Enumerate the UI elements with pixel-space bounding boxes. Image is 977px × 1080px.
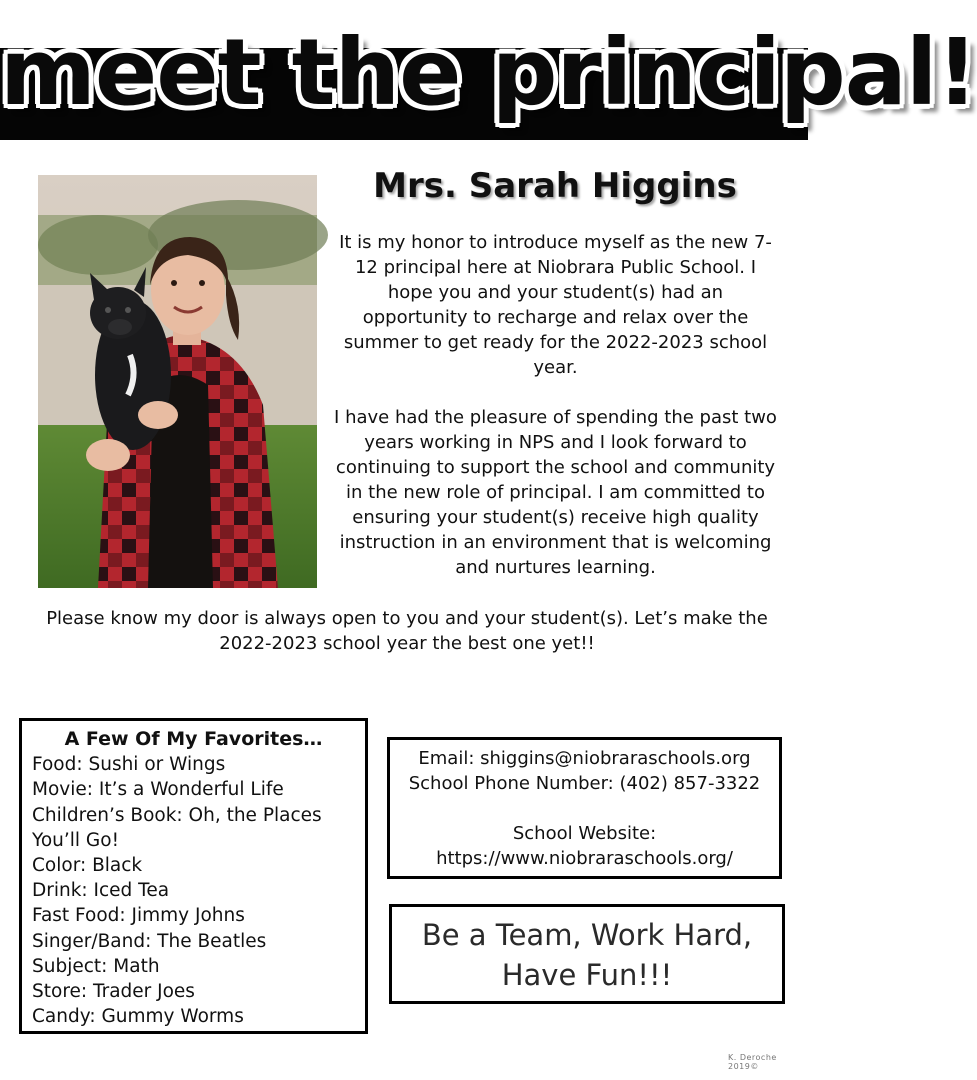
photo-image	[38, 175, 317, 588]
favorite-item: Children’s Book: Oh, the Places You’ll Go!	[32, 804, 322, 851]
closing-line-1: Please know my door is always open to you and your student(s). Let’s make the	[46, 608, 768, 629]
favorite-item: Color: Black	[32, 855, 143, 877]
favorite-item: Food: Sushi or Wings	[32, 754, 226, 776]
principal-photo	[38, 175, 317, 588]
motto-line-2: Have Fun!!!	[501, 958, 673, 992]
favorite-item: Candy: Gummy Worms	[32, 1006, 244, 1028]
intro-paragraph-2: I have had the pleasure of spending the past two years working in NPS and I look forward to continuing to support the school and community in the new role of principal. I am committed to ensuring your student(s) receive high quality instruction in an environment that is welcoming and nurtures learning.	[334, 407, 777, 578]
favorite-item: Movie: It’s a Wonderful Life	[32, 779, 284, 801]
contact-box	[387, 737, 782, 879]
website-link[interactable]: https://www.niobraraschools.org/	[436, 848, 733, 869]
website-label: School Website:	[512, 823, 657, 844]
page-title: meet the principal!	[0, 19, 977, 126]
favorite-item: Store: Trader Joes	[32, 981, 195, 1003]
favorites-title: A Few Of My Favorites…	[64, 728, 323, 750]
motto-box	[389, 904, 785, 1004]
closing-message	[20, 606, 794, 656]
favorite-item: Drink: Iced Tea	[32, 880, 170, 902]
intro-paragraph-1: It is my honor to introduce myself as the new 7-12 principal here at Niobrara Public School. I hope you and your student(s) had an opportunity to recharge and relax over the summer to get ready for the 2022-2023 school year.	[339, 232, 772, 378]
contact-email[interactable]: Email: shiggins@niobraraschools.org	[418, 748, 751, 769]
contact-phone[interactable]: School Phone Number: (402) 857-3322	[408, 773, 761, 794]
credit-text: K. Deroche 2019©	[728, 1053, 777, 1071]
closing-line-2: 2022-2023 school year the best one yet!!	[219, 633, 595, 654]
motto-line-1: Be a Team, Work Hard,	[421, 918, 753, 952]
principal-name: Mrs. Sarah Higgins	[373, 166, 737, 206]
favorite-item: Subject: Math	[32, 955, 160, 977]
favorites-box	[19, 718, 368, 1034]
intro-text	[333, 230, 778, 605]
favorite-item: Singer/Band: The Beatles	[32, 930, 267, 952]
favorite-item: Fast Food: Jimmy Johns	[32, 905, 245, 927]
